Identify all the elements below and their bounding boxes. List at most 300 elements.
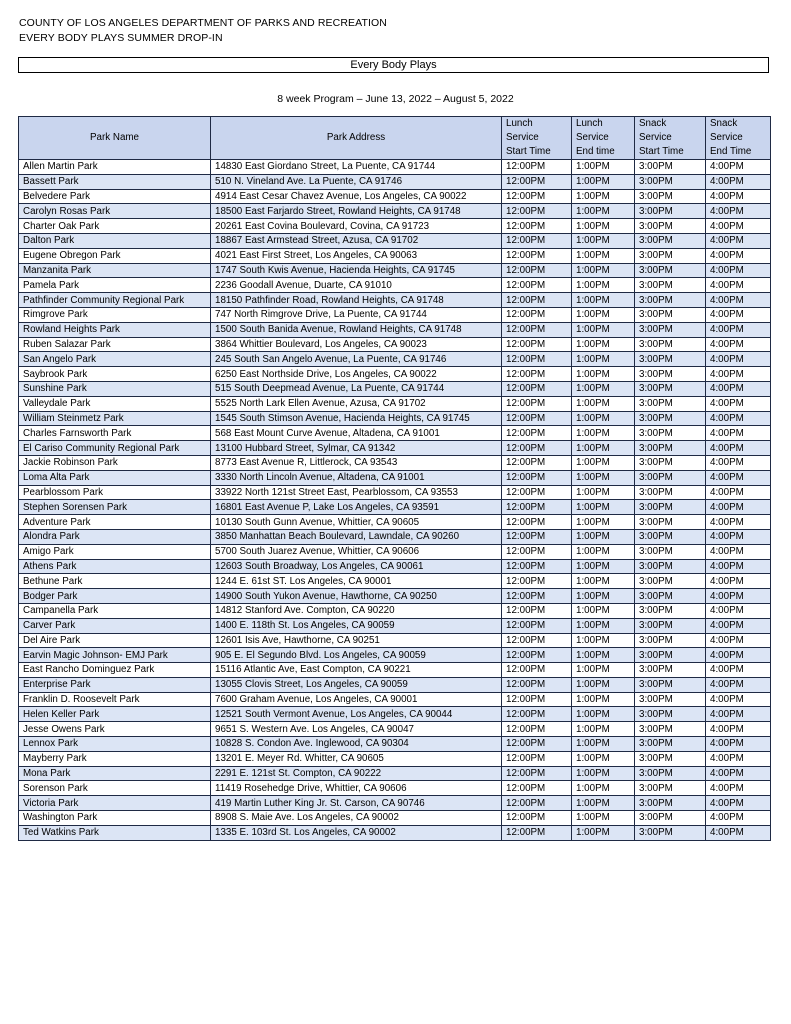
snack-start-cell: 3:00PM: [635, 766, 706, 781]
park-name-cell: Bassett Park: [19, 174, 211, 189]
snack-start-cell: 3:00PM: [635, 707, 706, 722]
snack-end-cell: 4:00PM: [706, 825, 771, 840]
snack-end-cell: 4:00PM: [706, 189, 771, 204]
park-name-cell: Belvedere Park: [19, 189, 211, 204]
table-row: [19, 500, 771, 515]
table-row: [19, 751, 771, 766]
lunch-start-cell: 12:00PM: [502, 500, 572, 515]
snack-end-cell: 4:00PM: [706, 204, 771, 219]
header-line: Service: [506, 132, 539, 143]
park-address-cell: 20261 East Covina Boulevard, Covina, CA 91723: [211, 219, 502, 234]
snack-end-cell: 4:00PM: [706, 174, 771, 189]
snack-start-cell: 3:00PM: [635, 352, 706, 367]
snack-end-cell: 4:00PM: [706, 263, 771, 278]
header-line: Service: [639, 132, 672, 143]
snack-start-cell: 3:00PM: [635, 411, 706, 426]
table-row: [19, 485, 771, 500]
park-address-cell: 2236 Goodall Avenue, Duarte, CA 91010: [211, 278, 502, 293]
snack-start-cell: 3:00PM: [635, 189, 706, 204]
park-name-cell: Carver Park: [19, 618, 211, 633]
table-row: [19, 263, 771, 278]
park-address-cell: 747 North Rimgrove Drive, La Puente, CA 91744: [211, 307, 502, 322]
park-name-cell: Rowland Heights Park: [19, 322, 211, 337]
snack-start-cell: 3:00PM: [635, 574, 706, 589]
snack-start-cell: 3:00PM: [635, 781, 706, 796]
lunch-end-cell: 1:00PM: [572, 529, 635, 544]
lunch-start-cell: 12:00PM: [502, 441, 572, 456]
table-row: [19, 559, 771, 574]
park-address-cell: 905 E. El Segundo Blvd. Los Angeles, CA 90059: [211, 648, 502, 663]
park-address-cell: 12601 Isis Ave, Hawthorne, CA 90251: [211, 633, 502, 648]
snack-end-cell: 4:00PM: [706, 485, 771, 500]
lunch-start-cell: 12:00PM: [502, 618, 572, 633]
table-row: [19, 574, 771, 589]
table-row: [19, 796, 771, 811]
table-row: [19, 411, 771, 426]
park-address-cell: 14812 Stanford Ave. Compton, CA 90220: [211, 603, 502, 618]
park-address-cell: 2291 E. 121st St. Compton, CA 90222: [211, 766, 502, 781]
snack-start-cell: 3:00PM: [635, 692, 706, 707]
park-name-cell: East Rancho Dominguez Park: [19, 663, 211, 678]
snack-end-cell: 4:00PM: [706, 455, 771, 470]
park-address-cell: 14830 East Giordano Street, La Puente, CA 91744: [211, 160, 502, 175]
header-line: Service: [710, 132, 743, 143]
park-name-cell: San Angelo Park: [19, 352, 211, 367]
header-line: Snack: [639, 118, 667, 129]
lunch-end-cell: 1:00PM: [572, 633, 635, 648]
snack-start-cell: 3:00PM: [635, 396, 706, 411]
lunch-start-cell: 12:00PM: [502, 485, 572, 500]
lunch-start-cell: 12:00PM: [502, 603, 572, 618]
park-name-cell: Loma Alta Park: [19, 470, 211, 485]
document-header: [19, 16, 387, 46]
snack-start-cell: 3:00PM: [635, 677, 706, 692]
park-address-cell: 14900 South Yukon Avenue, Hawthorne, CA 90250: [211, 589, 502, 604]
park-name-cell: Pearblossom Park: [19, 485, 211, 500]
snack-start-cell: 3:00PM: [635, 293, 706, 308]
header-line: Lunch: [506, 118, 533, 129]
table-row: [19, 707, 771, 722]
park-address-cell: 6250 East Northside Drive, Los Angeles, CA 90022: [211, 367, 502, 382]
snack-end-cell: 4:00PM: [706, 337, 771, 352]
park-address-cell: 1400 E. 118th St. Los Angeles, CA 90059: [211, 618, 502, 633]
table-row: [19, 766, 771, 781]
snack-start-cell: 3:00PM: [635, 367, 706, 382]
table-row: [19, 337, 771, 352]
snack-start-cell: 3:00PM: [635, 470, 706, 485]
snack-start-cell: 3:00PM: [635, 174, 706, 189]
snack-end-cell: 4:00PM: [706, 411, 771, 426]
snack-start-cell: 3:00PM: [635, 603, 706, 618]
park-address-cell: 10130 South Gunn Avenue, Whittier, CA 90605: [211, 515, 502, 530]
lunch-start-cell: 12:00PM: [502, 174, 572, 189]
table-row: [19, 589, 771, 604]
park-address-cell: 9651 S. Western Ave. Los Angeles, CA 90047: [211, 722, 502, 737]
snack-end-cell: 4:00PM: [706, 692, 771, 707]
column-header-park-address: Park Address: [211, 117, 502, 160]
snack-start-cell: 3:00PM: [635, 263, 706, 278]
snack-end-cell: 4:00PM: [706, 515, 771, 530]
header-line: Snack: [710, 118, 738, 129]
table-row: [19, 781, 771, 796]
snack-start-cell: 3:00PM: [635, 663, 706, 678]
snack-start-cell: 3:00PM: [635, 500, 706, 515]
snack-start-cell: 3:00PM: [635, 337, 706, 352]
park-name-cell: Ruben Salazar Park: [19, 337, 211, 352]
snack-start-cell: 3:00PM: [635, 426, 706, 441]
park-name-cell: Adventure Park: [19, 515, 211, 530]
header-department: COUNTY OF LOS ANGELES DEPARTMENT OF PARKS AND RECREATION: [19, 17, 387, 29]
program-dates: 8 week Program – June 13, 2022 – August 5, 2022: [277, 93, 514, 105]
snack-start-cell: 3:00PM: [635, 796, 706, 811]
header-line: Start Time: [506, 146, 551, 157]
snack-end-cell: 4:00PM: [706, 618, 771, 633]
lunch-end-cell: 1:00PM: [572, 603, 635, 618]
header-line: Start Time: [639, 146, 684, 157]
table-row: [19, 737, 771, 752]
table-row: [19, 722, 771, 737]
park-name-cell: Pamela Park: [19, 278, 211, 293]
park-address-cell: 1244 E. 61st ST. Los Angeles, CA 90001: [211, 574, 502, 589]
lunch-end-cell: 1:00PM: [572, 574, 635, 589]
snack-start-cell: 3:00PM: [635, 219, 706, 234]
park-name-cell: Alondra Park: [19, 529, 211, 544]
park-address-cell: 13055 Clovis Street, Los Angeles, CA 90059: [211, 677, 502, 692]
lunch-end-cell: 1:00PM: [572, 322, 635, 337]
snack-start-cell: 3:00PM: [635, 381, 706, 396]
park-address-cell: 245 South San Angelo Avenue, La Puente, CA 91746: [211, 352, 502, 367]
snack-start-cell: 3:00PM: [635, 307, 706, 322]
table-row: [19, 663, 771, 678]
snack-start-cell: 3:00PM: [635, 515, 706, 530]
park-name-cell: Pathfinder Community Regional Park: [19, 293, 211, 308]
snack-start-cell: 3:00PM: [635, 278, 706, 293]
table-row: [19, 529, 771, 544]
snack-end-cell: 4:00PM: [706, 648, 771, 663]
table-row: [19, 825, 771, 840]
lunch-start-cell: 12:00PM: [502, 544, 572, 559]
lunch-end-cell: 1:00PM: [572, 367, 635, 382]
header-line: Lunch: [576, 118, 603, 129]
park-name-cell: Rimgrove Park: [19, 307, 211, 322]
park-address-cell: 1545 South Stimson Avenue, Hacienda Heights, CA 91745: [211, 411, 502, 426]
lunch-end-cell: 1:00PM: [572, 219, 635, 234]
snack-start-cell: 3:00PM: [635, 559, 706, 574]
park-address-cell: 11419 Rosehedge Drive, Whittier, CA 90606: [211, 781, 502, 796]
park-name-cell: El Cariso Community Regional Park: [19, 441, 211, 456]
lunch-end-cell: 1:00PM: [572, 796, 635, 811]
park-address-cell: 3850 Manhattan Beach Boulevard, Lawndale, CA 90260: [211, 529, 502, 544]
snack-end-cell: 4:00PM: [706, 677, 771, 692]
lunch-end-cell: 1:00PM: [572, 515, 635, 530]
snack-start-cell: 3:00PM: [635, 485, 706, 500]
table-row: [19, 160, 771, 175]
lunch-start-cell: 12:00PM: [502, 278, 572, 293]
snack-end-cell: 4:00PM: [706, 781, 771, 796]
park-address-cell: 13201 E. Meyer Rd. Whitter, CA 90605: [211, 751, 502, 766]
lunch-start-cell: 12:00PM: [502, 189, 572, 204]
table-row: [19, 219, 771, 234]
park-name-cell: Dalton Park: [19, 233, 211, 248]
park-name-cell: Campanella Park: [19, 603, 211, 618]
lunch-end-cell: 1:00PM: [572, 470, 635, 485]
lunch-start-cell: 12:00PM: [502, 515, 572, 530]
lunch-start-cell: 12:00PM: [502, 263, 572, 278]
park-address-cell: 12603 South Broadway, Los Angeles, CA 90061: [211, 559, 502, 574]
table-row: [19, 352, 771, 367]
lunch-end-cell: 1:00PM: [572, 174, 635, 189]
snack-end-cell: 4:00PM: [706, 160, 771, 175]
snack-end-cell: 4:00PM: [706, 293, 771, 308]
snack-start-cell: 3:00PM: [635, 811, 706, 826]
park-name-cell: Bethune Park: [19, 574, 211, 589]
lunch-start-cell: 12:00PM: [502, 737, 572, 752]
snack-start-cell: 3:00PM: [635, 160, 706, 175]
column-header-lunch-end: [572, 117, 635, 160]
snack-end-cell: 4:00PM: [706, 470, 771, 485]
table-row: [19, 618, 771, 633]
lunch-end-cell: 1:00PM: [572, 811, 635, 826]
table-body: [19, 160, 771, 841]
park-name-cell: Victoria Park: [19, 796, 211, 811]
park-name-cell: Del Aire Park: [19, 633, 211, 648]
lunch-end-cell: 1:00PM: [572, 189, 635, 204]
snack-end-cell: 4:00PM: [706, 500, 771, 515]
table-row: [19, 381, 771, 396]
lunch-end-cell: 1:00PM: [572, 337, 635, 352]
park-address-cell: 515 South Deepmead Avenue, La Puente, CA 91744: [211, 381, 502, 396]
snack-start-cell: 3:00PM: [635, 751, 706, 766]
table-row: [19, 322, 771, 337]
snack-start-cell: 3:00PM: [635, 233, 706, 248]
lunch-start-cell: 12:00PM: [502, 470, 572, 485]
park-address-cell: 1747 South Kwis Avenue, Hacienda Heights, CA 91745: [211, 263, 502, 278]
snack-end-cell: 4:00PM: [706, 307, 771, 322]
table-row: [19, 189, 771, 204]
lunch-end-cell: 1:00PM: [572, 781, 635, 796]
lunch-end-cell: 1:00PM: [572, 692, 635, 707]
snack-end-cell: 4:00PM: [706, 663, 771, 678]
lunch-end-cell: 1:00PM: [572, 559, 635, 574]
lunch-start-cell: 12:00PM: [502, 648, 572, 663]
park-name-cell: Stephen Sorensen Park: [19, 500, 211, 515]
snack-end-cell: 4:00PM: [706, 426, 771, 441]
snack-start-cell: 3:00PM: [635, 529, 706, 544]
table-row: [19, 441, 771, 456]
lunch-end-cell: 1:00PM: [572, 381, 635, 396]
lunch-end-cell: 1:00PM: [572, 707, 635, 722]
park-name-cell: Franklin D. Roosevelt Park: [19, 692, 211, 707]
park-address-cell: 33922 North 121st Street East, Pearblossom, CA 93553: [211, 485, 502, 500]
table-row: [19, 544, 771, 559]
snack-end-cell: 4:00PM: [706, 219, 771, 234]
park-name-cell: Enterprise Park: [19, 677, 211, 692]
snack-end-cell: 4:00PM: [706, 529, 771, 544]
park-address-cell: 16801 East Avenue P, Lake Los Angeles, CA 93591: [211, 500, 502, 515]
lunch-start-cell: 12:00PM: [502, 751, 572, 766]
park-address-cell: 419 Martin Luther King Jr. St. Carson, CA 90746: [211, 796, 502, 811]
park-address-cell: 8908 S. Maie Ave. Los Angeles, CA 90002: [211, 811, 502, 826]
lunch-start-cell: 12:00PM: [502, 559, 572, 574]
lunch-end-cell: 1:00PM: [572, 278, 635, 293]
lunch-end-cell: 1:00PM: [572, 485, 635, 500]
lunch-start-cell: 12:00PM: [502, 411, 572, 426]
table-row: [19, 293, 771, 308]
snack-start-cell: 3:00PM: [635, 633, 706, 648]
park-address-cell: 1500 South Banida Avenue, Rowland Heights, CA 91748: [211, 322, 502, 337]
table-row: [19, 204, 771, 219]
snack-end-cell: 4:00PM: [706, 766, 771, 781]
lunch-start-cell: 12:00PM: [502, 796, 572, 811]
table-row: [19, 515, 771, 530]
lunch-start-cell: 12:00PM: [502, 219, 572, 234]
snack-start-cell: 3:00PM: [635, 322, 706, 337]
lunch-end-cell: 1:00PM: [572, 160, 635, 175]
table-header: [19, 117, 771, 160]
lunch-end-cell: 1:00PM: [572, 293, 635, 308]
lunch-start-cell: 12:00PM: [502, 337, 572, 352]
park-name-cell: Earvin Magic Johnson- EMJ Park: [19, 648, 211, 663]
lunch-end-cell: 1:00PM: [572, 441, 635, 456]
lunch-end-cell: 1:00PM: [572, 722, 635, 737]
lunch-end-cell: 1:00PM: [572, 737, 635, 752]
table-row: [19, 633, 771, 648]
table-row: [19, 426, 771, 441]
snack-end-cell: 4:00PM: [706, 722, 771, 737]
park-address-cell: 15116 Atlantic Ave, East Compton, CA 90221: [211, 663, 502, 678]
lunch-end-cell: 1:00PM: [572, 618, 635, 633]
snack-end-cell: 4:00PM: [706, 737, 771, 752]
lunch-start-cell: 12:00PM: [502, 367, 572, 382]
lunch-start-cell: 12:00PM: [502, 692, 572, 707]
table-row: [19, 278, 771, 293]
lunch-start-cell: 12:00PM: [502, 589, 572, 604]
lunch-start-cell: 12:00PM: [502, 722, 572, 737]
park-name-cell: Washington Park: [19, 811, 211, 826]
park-address-cell: 4914 East Cesar Chavez Avenue, Los Angeles, CA 90022: [211, 189, 502, 204]
snack-start-cell: 3:00PM: [635, 544, 706, 559]
lunch-end-cell: 1:00PM: [572, 663, 635, 678]
lunch-start-cell: 12:00PM: [502, 677, 572, 692]
lunch-start-cell: 12:00PM: [502, 781, 572, 796]
lunch-end-cell: 1:00PM: [572, 500, 635, 515]
snack-end-cell: 4:00PM: [706, 322, 771, 337]
park-address-cell: 3864 Whittier Boulevard, Los Angeles, CA 90023: [211, 337, 502, 352]
snack-end-cell: 4:00PM: [706, 248, 771, 263]
lunch-end-cell: 1:00PM: [572, 825, 635, 840]
park-name-cell: Valleydale Park: [19, 396, 211, 411]
column-header-snack-start: [635, 117, 706, 160]
snack-end-cell: 4:00PM: [706, 603, 771, 618]
table-row: [19, 248, 771, 263]
table-row: [19, 455, 771, 470]
park-address-cell: 5525 North Lark Ellen Avenue, Azusa, CA 91702: [211, 396, 502, 411]
table-row: [19, 233, 771, 248]
park-address-cell: 1335 E. 103rd St. Los Angeles, CA 90002: [211, 825, 502, 840]
lunch-end-cell: 1:00PM: [572, 677, 635, 692]
lunch-start-cell: 12:00PM: [502, 248, 572, 263]
lunch-end-cell: 1:00PM: [572, 307, 635, 322]
lunch-end-cell: 1:00PM: [572, 589, 635, 604]
table-row: [19, 603, 771, 618]
park-name-cell: Charles Farnsworth Park: [19, 426, 211, 441]
park-name-cell: Carolyn Rosas Park: [19, 204, 211, 219]
park-address-cell: 18150 Pathfinder Road, Rowland Heights, CA 91748: [211, 293, 502, 308]
park-address-cell: 10828 S. Condon Ave. Inglewood, CA 90304: [211, 737, 502, 752]
lunch-start-cell: 12:00PM: [502, 233, 572, 248]
park-address-cell: 5700 South Juarez Avenue, Whittier, CA 90606: [211, 544, 502, 559]
park-address-cell: 4021 East First Street, Los Angeles, CA 90063: [211, 248, 502, 263]
lunch-end-cell: 1:00PM: [572, 396, 635, 411]
snack-end-cell: 4:00PM: [706, 796, 771, 811]
park-name-cell: Bodger Park: [19, 589, 211, 604]
lunch-start-cell: 12:00PM: [502, 293, 572, 308]
park-address-cell: 18867 East Armstead Street, Azusa, CA 91702: [211, 233, 502, 248]
snack-start-cell: 3:00PM: [635, 204, 706, 219]
park-name-cell: Jackie Robinson Park: [19, 455, 211, 470]
snack-start-cell: 3:00PM: [635, 825, 706, 840]
snack-end-cell: 4:00PM: [706, 633, 771, 648]
header-program: EVERY BODY PLAYS SUMMER DROP-IN: [19, 32, 223, 44]
park-name-cell: Athens Park: [19, 559, 211, 574]
snack-end-cell: 4:00PM: [706, 589, 771, 604]
lunch-start-cell: 12:00PM: [502, 307, 572, 322]
park-name-cell: Allen Martin Park: [19, 160, 211, 175]
lunch-start-cell: 12:00PM: [502, 160, 572, 175]
snack-end-cell: 4:00PM: [706, 367, 771, 382]
lunch-start-cell: 12:00PM: [502, 204, 572, 219]
snack-start-cell: 3:00PM: [635, 248, 706, 263]
lunch-start-cell: 12:00PM: [502, 663, 572, 678]
lunch-end-cell: 1:00PM: [572, 248, 635, 263]
snack-end-cell: 4:00PM: [706, 544, 771, 559]
header-line: End Time: [710, 146, 752, 157]
snack-start-cell: 3:00PM: [635, 455, 706, 470]
column-header-lunch-start: [502, 117, 572, 160]
lunch-start-cell: 12:00PM: [502, 352, 572, 367]
park-address-cell: 510 N. Vineland Ave. La Puente, CA 91746: [211, 174, 502, 189]
lunch-start-cell: 12:00PM: [502, 529, 572, 544]
park-address-cell: 18500 East Farjardo Street, Rowland Heights, CA 91748: [211, 204, 502, 219]
lunch-end-cell: 1:00PM: [572, 455, 635, 470]
lunch-start-cell: 12:00PM: [502, 811, 572, 826]
snack-end-cell: 4:00PM: [706, 559, 771, 574]
park-name-cell: Amigo Park: [19, 544, 211, 559]
park-address-cell: 12521 South Vermont Avenue, Los Angeles, CA 90044: [211, 707, 502, 722]
park-name-cell: Sunshine Park: [19, 381, 211, 396]
snack-end-cell: 4:00PM: [706, 441, 771, 456]
column-header-park-name: Park Name: [19, 117, 211, 160]
snack-start-cell: 3:00PM: [635, 722, 706, 737]
header-line: Service: [576, 132, 609, 143]
park-address-cell: 7600 Graham Avenue, Los Angeles, CA 90001: [211, 692, 502, 707]
snack-end-cell: 4:00PM: [706, 574, 771, 589]
lunch-start-cell: 12:00PM: [502, 574, 572, 589]
park-address-cell: 13100 Hubbard Street, Sylmar, CA 91342: [211, 441, 502, 456]
lunch-end-cell: 1:00PM: [572, 426, 635, 441]
snack-end-cell: 4:00PM: [706, 381, 771, 396]
park-name-cell: Jesse Owens Park: [19, 722, 211, 737]
lunch-start-cell: 12:00PM: [502, 396, 572, 411]
snack-end-cell: 4:00PM: [706, 396, 771, 411]
table-row: [19, 470, 771, 485]
snack-start-cell: 3:00PM: [635, 648, 706, 663]
lunch-end-cell: 1:00PM: [572, 263, 635, 278]
park-address-cell: 3330 North Lincoln Avenue, Altadena, CA 91001: [211, 470, 502, 485]
table-row: [19, 396, 771, 411]
lunch-start-cell: 12:00PM: [502, 426, 572, 441]
lunch-start-cell: 12:00PM: [502, 455, 572, 470]
